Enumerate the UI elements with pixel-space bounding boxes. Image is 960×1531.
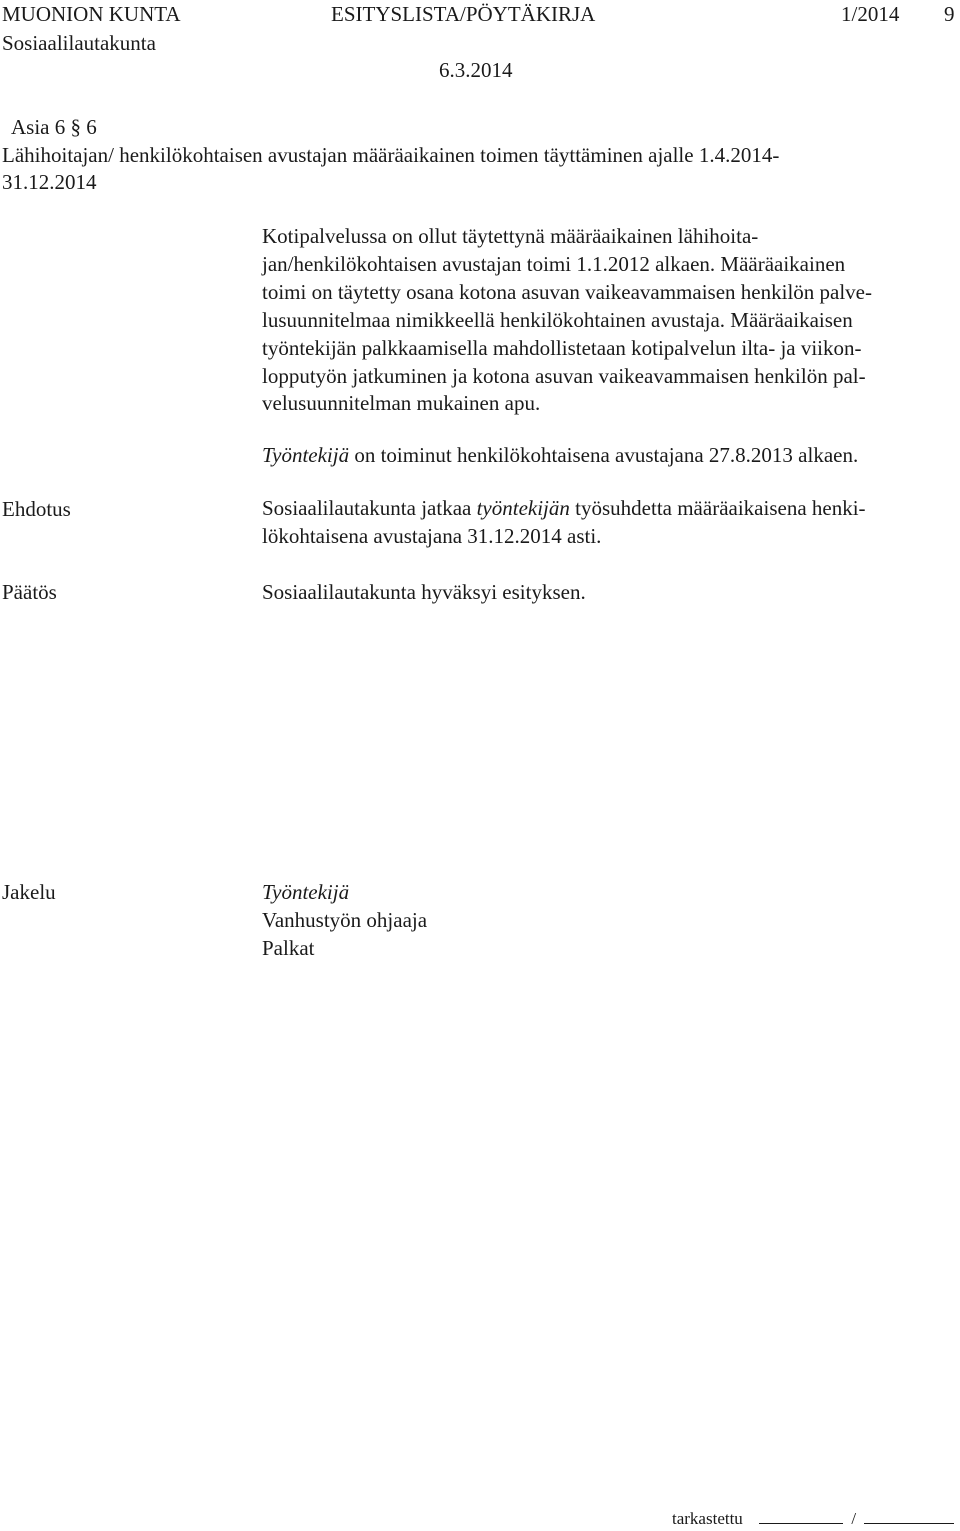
body-line: velusuunnitelman mukainen apu. xyxy=(262,391,541,415)
signature-blank-2 xyxy=(864,1509,954,1524)
employee-italic: Työntekijä xyxy=(262,443,350,467)
signature-blank-1 xyxy=(759,1509,843,1524)
proposal-text-italic: työntekijän xyxy=(476,496,570,520)
item-title-line-1: Lähihoitajan/ henkilökohtaisen avustajan määräaikainen toimen täyttäminen ajalle 1.4.2014- xyxy=(2,143,780,167)
body-line: Kotipalvelussa on ollut täytettynä määräaikainen lähihoita- xyxy=(262,224,759,248)
distribution-recipient-employee xyxy=(262,880,349,905)
proposal-line-1 xyxy=(262,494,866,522)
distribution-recipient: Palkat xyxy=(262,936,315,960)
decision-label: Päätös xyxy=(2,580,57,604)
distribution-recipient: Vanhustyön ohjaaja xyxy=(262,908,428,932)
decision-text: Sosiaalilautakunta hyväksyi esityksen. xyxy=(262,580,586,604)
item-number: Asia 6 § 6 xyxy=(11,115,97,139)
body-line: toimi on täytetty osana kotona asuvan vaikeavammaisen henkilön palve- xyxy=(262,280,872,304)
committee-name: Sosiaalilautakunta xyxy=(2,31,156,55)
document-type: ESITYSLISTA/PÖYTÄKIRJA xyxy=(331,2,596,26)
body-line: lusuunnitelmaa nimikkeellä henkilökohtainen avustaja. Määräaikaisen xyxy=(262,308,853,332)
checked-label: tarkastettu xyxy=(672,1509,743,1528)
page-number: 9 xyxy=(944,2,955,26)
body-line: työntekijän palkkaamisella mahdollistetaan kotipalvelun ilta- ja viikon- xyxy=(262,336,862,360)
meeting-date: 6.3.2014 xyxy=(439,58,513,82)
municipality-name: MUONION KUNTA xyxy=(2,2,181,26)
employee-statement xyxy=(262,441,858,469)
proposal-line-2: lökohtaisena avustajana 31.12.2014 asti. xyxy=(262,524,602,548)
distribution-label: Jakelu xyxy=(2,880,56,904)
issue-number: 1/2014 xyxy=(841,2,900,26)
item-title-line-2: 31.12.2014 xyxy=(2,170,97,194)
distribution-recipient-italic: Työntekijä xyxy=(262,880,350,904)
proposal-text-post: työsuhdetta määräaikaisena henki- xyxy=(569,496,866,520)
proposal-label: Ehdotus xyxy=(2,497,71,521)
checked-separator: / xyxy=(851,1509,857,1528)
employee-statement-text: on toiminut henkilökohtaisena avustajana 27.8.2013 alkaen. xyxy=(349,443,859,467)
proposal-text-pre: Sosiaalilautakunta jatkaa xyxy=(262,496,477,520)
body-line: jan/henkilökohtaisen avustajan toimi 1.1.2012 alkaen. Määräaikainen xyxy=(262,252,846,276)
body-line: lopputyön jatkuminen ja kotona asuvan vaikeavammaisen henkilön pal- xyxy=(262,364,866,388)
checked-footer xyxy=(672,1509,954,1529)
